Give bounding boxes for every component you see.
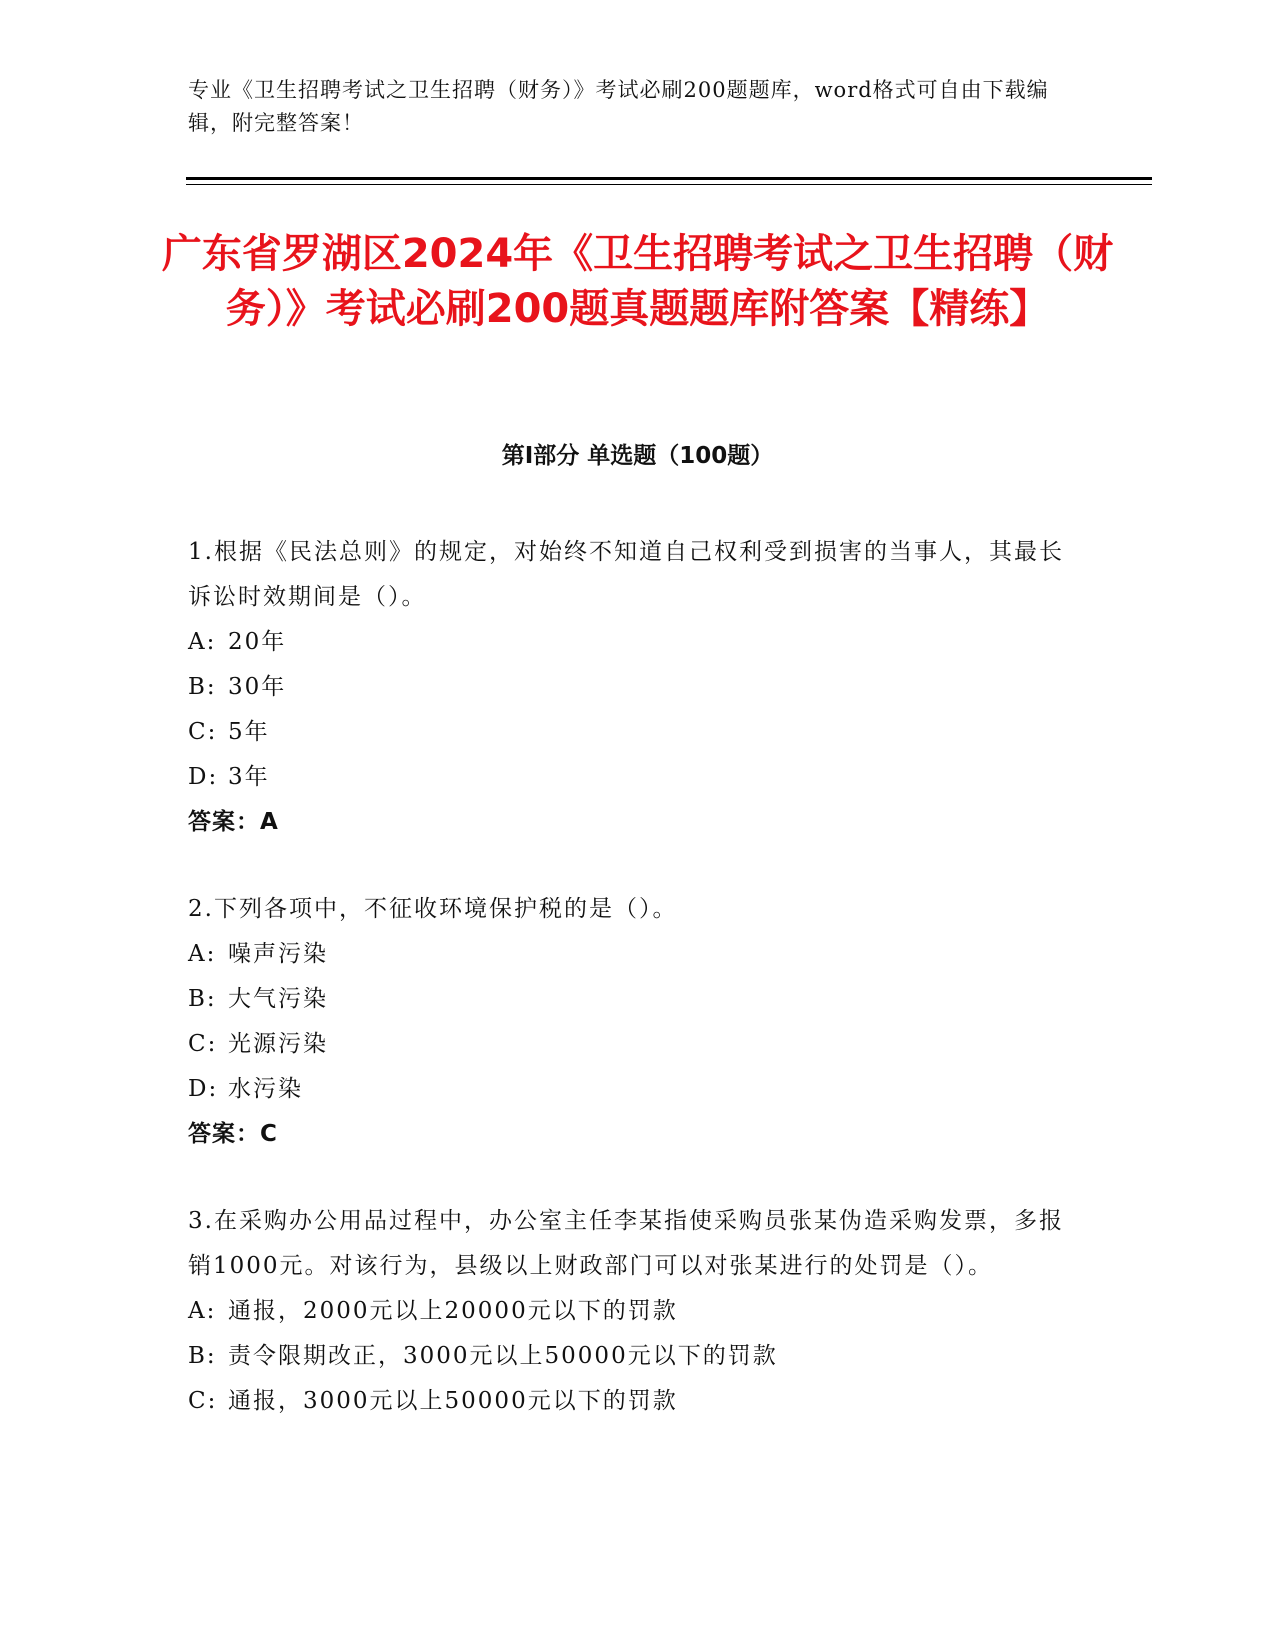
question-3 [188, 1199, 1088, 1424]
option-b [188, 1334, 1088, 1379]
option-key: C: [188, 719, 218, 745]
option-c [188, 710, 1088, 755]
option-key: C: [188, 1031, 218, 1057]
header-divider-thick [186, 177, 1152, 180]
option-text: 5年 [228, 719, 270, 745]
answer-line: 答案：C [188, 1121, 278, 1147]
option-text: 水污染 [228, 1076, 303, 1102]
header-note: 专业《卫生招聘考试之卫生招聘（财务）》考试必刷200题题库，word格式可自由下载编辑，附完整答案！ [188, 78, 1049, 135]
section-title: 第Ⅰ部分 单选题（100题） [501, 443, 774, 469]
question-2 [188, 887, 1088, 1157]
document-title: 广东省罗湖区2024年《卫生招聘考试之卫生招聘（财务）》考试必刷200题真题题库附答案【精练】 [161, 231, 1114, 332]
question-list [188, 530, 1088, 1466]
option-d [188, 1067, 1088, 1112]
option-a [188, 932, 1088, 977]
question-stem: 1.根据《民法总则》的规定，对始终不知道自己权利受到损害的当事人，其最长诉讼时效期间是（）。 [188, 539, 1064, 610]
header-divider-thin [186, 184, 1152, 185]
option-a [188, 1289, 1088, 1334]
option-text: 20年 [228, 629, 287, 655]
option-text: 通报，2000元以上20000元以下的罚款 [228, 1298, 678, 1324]
question-1 [188, 530, 1088, 845]
option-key: B: [188, 986, 217, 1012]
option-text: 通报，3000元以上50000元以下的罚款 [228, 1388, 678, 1414]
option-text: 30年 [228, 674, 287, 700]
answer-line: 答案：A [188, 809, 279, 835]
option-text: 责令限期改正，3000元以上50000元以下的罚款 [228, 1343, 778, 1369]
option-d [188, 755, 1088, 800]
option-key: D: [188, 1076, 219, 1102]
option-key: B: [188, 1343, 217, 1369]
option-text: 大气污染 [228, 986, 328, 1012]
option-key: B: [188, 674, 217, 700]
option-b [188, 665, 1088, 710]
option-key: A: [188, 941, 217, 967]
option-c [188, 1022, 1088, 1067]
option-a [188, 620, 1088, 665]
option-c [188, 1379, 1088, 1424]
option-text: 噪声污染 [228, 941, 328, 967]
option-text: 3年 [228, 764, 270, 790]
option-key: D: [188, 764, 219, 790]
option-text: 光源污染 [228, 1031, 328, 1057]
option-b [188, 977, 1088, 1022]
option-key: C: [188, 1388, 218, 1414]
question-stem: 3.在采购办公用品过程中，办公室主任李某指使采购员张某伪造采购发票，多报销1000元。对该行为，县级以上财政部门可以对张某进行的处罚是（）。 [188, 1208, 1064, 1279]
option-key: A: [188, 1298, 217, 1324]
option-key: A: [188, 629, 217, 655]
question-stem: 2.下列各项中，不征收环境保护税的是（）。 [188, 896, 678, 922]
